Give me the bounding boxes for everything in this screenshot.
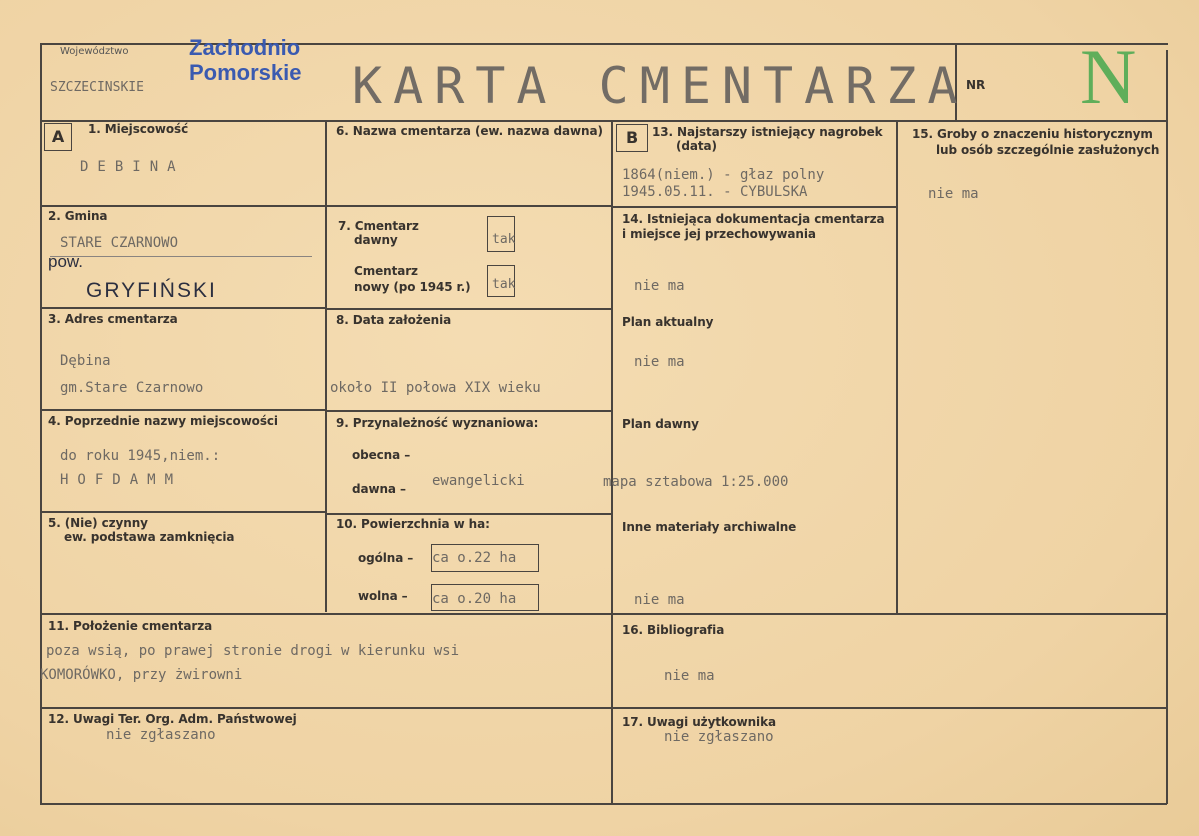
s11-label: 11. Położenie cmentarza	[48, 619, 213, 633]
s9-label: 9. Przynależność wyznaniowa:	[336, 416, 539, 430]
nr-mark: N	[1080, 33, 1137, 120]
s11-line2: KOMORÓWKO, przy żwirowni	[40, 667, 243, 683]
s10-wolna-label: wolna –	[358, 589, 408, 603]
s7-nowy-value: tak	[492, 277, 516, 292]
s3-line2: gm.Stare Czarnowo	[60, 380, 204, 396]
s14-label-line2: i miejsce jej przechowywania	[622, 227, 816, 241]
rule-c1	[611, 206, 896, 208]
s2-pow-label: pow.	[48, 252, 83, 271]
s5-label-line1: 5. (Nie) czynny	[48, 516, 148, 530]
nr-label: NR	[966, 78, 986, 92]
s5-label-line2: ew. podstawa zamknięcia	[64, 530, 235, 544]
s13-line2: 1945.05.11. - CYBULSKA	[622, 184, 808, 200]
s4-line2: HOFDAMM	[60, 472, 183, 488]
region-stamp-line2: Pomorskie	[189, 60, 302, 85]
s13-label-line2: (data)	[676, 139, 717, 153]
s6-label: 6. Nazwa cmentarza (ew. nazwa dawna)	[336, 124, 603, 138]
s1-label: 1. Miejscowość	[88, 122, 189, 136]
s2-underline	[50, 256, 312, 257]
s10-ogolna-label: ogólna –	[358, 551, 414, 565]
rule-b3	[325, 410, 611, 412]
s3-line1: Dębina	[60, 353, 111, 369]
s10-label: 10. Powierzchnia w ha:	[336, 517, 490, 531]
s2-pow-value: GRYFIŃSKI	[86, 279, 217, 302]
s9-dawna-label: dawna –	[352, 482, 406, 496]
s7-dawny-value: tak	[492, 232, 516, 247]
s10-wolna-value: ca o.20 ha	[432, 591, 517, 607]
s1-value: DEBINA	[80, 159, 185, 175]
wojewodztwo-value: SZCZECINSKIE	[50, 80, 144, 95]
card-title: KARTA CMENTARZA	[352, 57, 969, 115]
rule-b1	[325, 205, 611, 207]
rule-header	[40, 120, 1168, 122]
wojewodztwo-label: Województwo	[60, 46, 129, 57]
s12-value: nie zgłaszano	[106, 727, 216, 743]
s8-value: około II połowa XIX wieku	[330, 380, 541, 396]
section-a-marker: A	[44, 123, 72, 151]
plan-aktualny-label: Plan aktualny	[622, 315, 714, 329]
plan-aktualny-value: nie ma	[634, 354, 685, 370]
s15-label-line2: lub osób szczególnie zasłużonych	[936, 143, 1160, 157]
s7-dawny-line1: 7. Cmentarz	[338, 219, 419, 233]
s12-label: 12. Uwagi Ter. Org. Adm. Państwowej	[48, 712, 297, 726]
s7-nowy-line2: nowy (po 1945 r.)	[354, 280, 471, 294]
s2-value: STARE CZARNOWO	[60, 235, 179, 251]
s15-label-line1: 15. Groby o znaczeniu historycznym	[912, 127, 1153, 141]
rule-right	[1166, 50, 1168, 804]
s8-label: 8. Data założenia	[336, 313, 452, 327]
s4-line1: do roku 1945,niem.:	[60, 448, 221, 464]
s11-line1: poza wsią, po prawej stronie drogi w kierunku wsi	[46, 643, 460, 659]
s13-line1: 1864(niem.) - głaz polny	[622, 167, 825, 183]
s13-label-line1: 13. Najstarszy istniejący nagrobek	[652, 125, 883, 139]
s10-ogolna-value: ca o.22 ha	[432, 550, 517, 566]
rule-b2	[325, 308, 611, 310]
region-stamp-line1: Zachodnio	[189, 35, 301, 60]
rule-b4	[325, 513, 611, 515]
rule-a2	[40, 307, 325, 309]
rule-a3	[40, 409, 325, 411]
rule-a4	[40, 511, 325, 513]
s14-label-line1: 14. Istniejąca dokumentacja cmentarza	[622, 212, 885, 226]
s7-dawny-line2: dawny	[354, 233, 398, 247]
s4-label: 4. Poprzednie nazwy miejscowości	[48, 414, 278, 428]
s9-dawna-value: ewangelicki	[432, 473, 525, 489]
rule-left	[40, 43, 42, 805]
plan-dawny-label: Plan dawny	[622, 417, 699, 431]
s3-label: 3. Adres cmentarza	[48, 312, 178, 326]
inne-label: Inne materiały archiwalne	[622, 520, 797, 534]
rule-row11	[40, 613, 1167, 615]
rule-col3	[896, 120, 898, 614]
rule-col2	[611, 120, 613, 804]
s2-label: 2. Gmina	[48, 209, 108, 223]
inne-value: nie ma	[634, 592, 685, 608]
rule-col1	[325, 120, 327, 612]
s7-nowy-line1: Cmentarz	[354, 264, 418, 278]
s17-label: 17. Uwagi użytkownika	[622, 715, 776, 729]
s14-value: nie ma	[634, 278, 685, 294]
s9-obecna-label: obecna –	[352, 448, 411, 462]
rule-row12	[40, 707, 1167, 709]
s17-value: nie zgłaszano	[664, 729, 774, 745]
section-b-marker: B	[616, 124, 648, 152]
rule-bottom	[40, 803, 1167, 805]
s16-label: 16. Bibliografia	[622, 623, 725, 637]
s15-value: nie ma	[928, 186, 979, 202]
rule-a1	[40, 205, 325, 207]
s16-value: nie ma	[664, 668, 715, 684]
plan-dawny-value: mapa sztabowa 1:25.000	[603, 474, 789, 490]
